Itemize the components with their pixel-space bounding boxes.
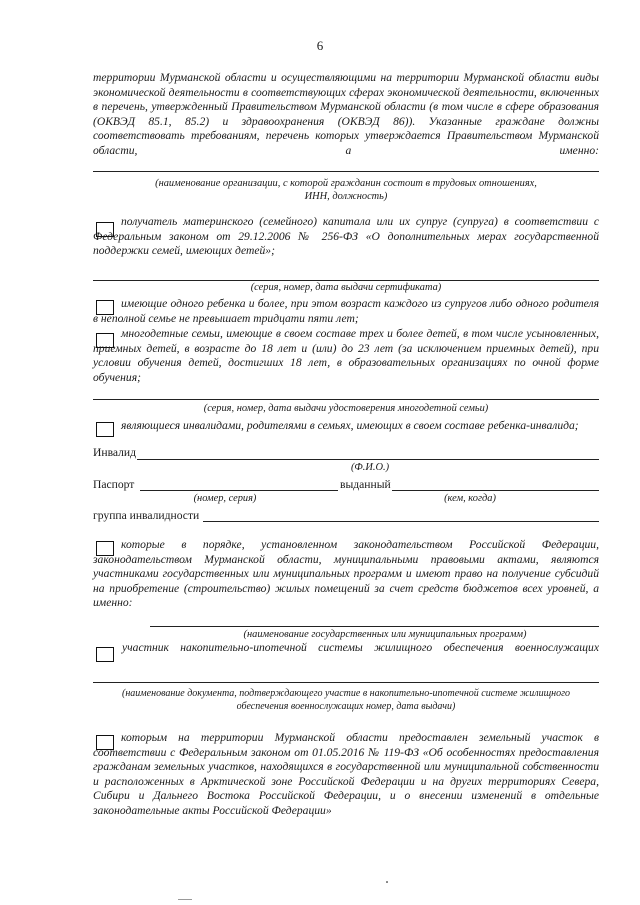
certificate-caption: (серия, номер, дата выдачи сертификата) <box>250 282 442 293</box>
disability-group-label: группа инвалидности <box>93 509 200 522</box>
passport-issued-caption: (кем, когда) <box>444 493 496 504</box>
military-caption: (наименование документа, подтверждающего участие в накопительно-ипотечной системе жилищного обеспечения военнослужащих номер, дата выдачи) <box>122 688 570 712</box>
item-military: участник накопительно-ипотечной системы жилищного обеспечения военнослужащих <box>122 641 599 654</box>
disability-group-line[interactable] <box>203 521 599 522</box>
passport-label: Паспорт <box>93 478 135 491</box>
passport-number-line[interactable] <box>140 490 338 491</box>
org-caption: (наименование организации, с которой гражданин состоит в трудовых отношениях, ИНН, должность) <box>155 178 537 202</box>
large-family-line[interactable] <box>93 399 599 400</box>
large-family-caption: (серия, номер, дата выдачи удостоверения многодетной семьи) <box>203 403 489 414</box>
passport-number-caption: (номер, серия) <box>193 493 257 504</box>
item-disabled: являющиеся инвалидами, родителями в семьях, имеющих в своем составе ребенка-инвалида; <box>121 419 579 432</box>
scan-speck <box>386 881 388 883</box>
item-land-plot: которым на территории Мурманской области предоставлен земельный участок в соответствии с Федеральным законом от 01.05.2016 № 119-ФЗ «Об особенностях предоставления гражданам земельных участков, находящихся в государственной или муниципальной собственности и расположенных в Арктической зоне Российской Федерации и на других территориях Севера, Сибири и Дальнего Востока Российской Федерации, и о внесении изменений в отдельные законодательные акты Российской Федерации» <box>93 731 599 817</box>
passport-issued-line[interactable] <box>392 490 599 491</box>
org-line[interactable] <box>93 171 599 172</box>
checkbox-military[interactable] <box>96 647 114 662</box>
item-maternity-capital: получатель материнского (семейного) капитала или их супруг (супруга) в соответствии с Федеральным законом от 29.12.2006 № 256-ФЗ «О дополнительных мерах государственной поддержки семей, имеющих детей»; <box>93 215 599 258</box>
page-number: 6 <box>316 38 324 53</box>
scan-speck <box>178 899 192 900</box>
issued-label: выданный <box>340 478 391 491</box>
item-programs: которые в порядке, установленном законодательством Российской Федерации, законодательством Мурманской области, муниципальными правовыми актами, являются участниками государственных или муниципальных программ и имеют право на получение субсидий на приобретение (строительство) жилых помещений за счет средств бюджетов всех уровней, а именно: <box>93 538 599 610</box>
item-young-family: имеющие одного ребенка и более, при этом возраст каждого из супругов либо одного родителя в неполной семье не превышает тридцати пяти лет; <box>93 297 599 325</box>
item-large-family: многодетные семьи, имеющие в своем составе трех и более детей, в том числе усыновленных, приемных детей, в возрасте до 18 лет и (или) до 23 лет (за исключением приемных детей), при условии обучения детей, достигших 18 лет, в образовательных организациях по очной форме обучения; <box>93 327 599 384</box>
programs-line[interactable] <box>150 626 599 627</box>
military-line[interactable] <box>93 682 599 683</box>
disabled-name-line[interactable] <box>137 459 599 460</box>
disabled-label: Инвалид <box>93 446 137 459</box>
programs-caption: (наименование государственных или муниципальных программ) <box>243 629 527 640</box>
intro-paragraph: территории Мурманской области и осуществляющими на территории Мурманской области виды экономической деятельности в соответствующих сферах экономической деятельности, включенных в перечень, утвержденный Правительством Мурманской области (в том числе в сфере образования (ОКВЭД 85.1, 85.2) и здравоохранения (ОКВЭД 86)). Указанные граждане должны соответствовать требованиям, перечень которых утверждается Правительством Мурманской области, а именно: <box>93 71 599 157</box>
fio-caption: (Ф.И.О.) <box>350 462 390 473</box>
